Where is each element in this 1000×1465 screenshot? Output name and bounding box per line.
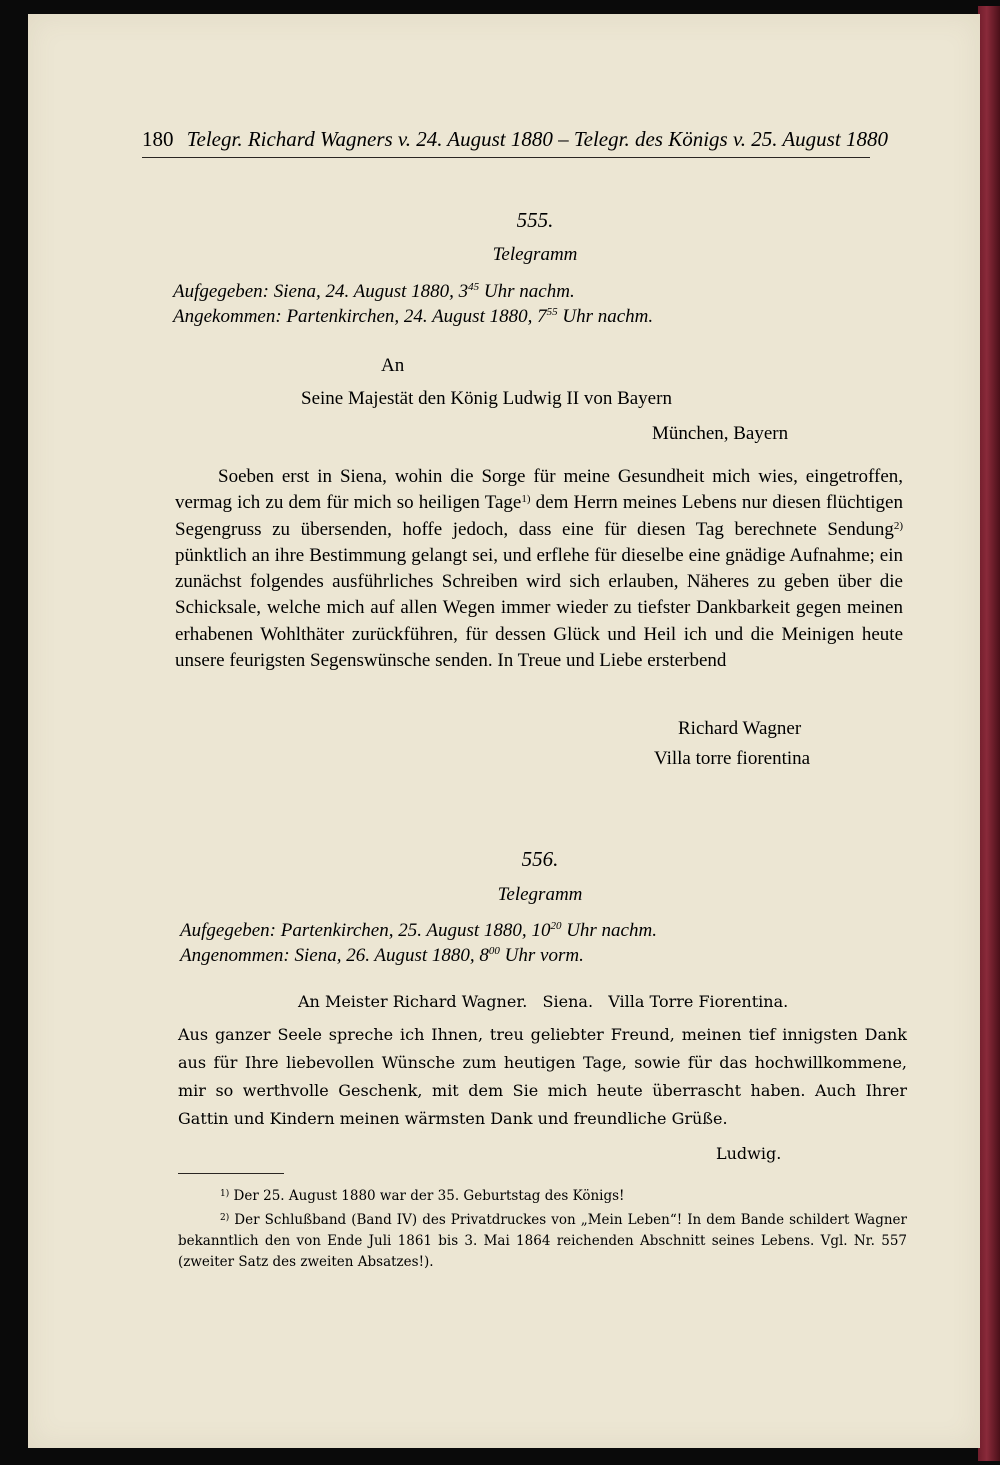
telegram-number-555: 555. bbox=[516, 208, 554, 232]
sent-time: $10^{20}$ bbox=[531, 920, 562, 941]
received-label: Angenommen: bbox=[180, 945, 290, 966]
received-time: $8^{00}$ bbox=[479, 945, 500, 966]
received-text: Siena, 26. August 1880, bbox=[294, 945, 475, 966]
sent-time: $3^{45}$ bbox=[458, 281, 480, 302]
sent-suffix: Uhr nachm. bbox=[483, 281, 575, 302]
received-line-556 bbox=[180, 945, 584, 967]
footnote-2: $^{2)}$ Der Schlußband (Band IV) des Privatdruckes von „Mein Leben“! In dem Bande schildert Wagner bekanntlich den von Ende Juli 1861 bis 3. Mai 1864 reichenden Abschnitt seines Lebens. Vgl. Nr. 557 (zweiter Satz des zweiten Absatzes!). bbox=[178, 1212, 907, 1270]
received-time: $7^{55}$ bbox=[537, 306, 558, 327]
telegram-heading-555: Telegramm bbox=[492, 244, 578, 265]
address-an: An bbox=[381, 355, 405, 376]
sent-text: Siena, 24. August 1880, bbox=[273, 281, 454, 302]
telegram-number-556: 556. bbox=[521, 847, 559, 871]
footnote-1: $^{1)}$ Der 25. August 1880 war der 35. Geburtstag des Königs! bbox=[220, 1188, 625, 1204]
address-recipient: Seine Majestät den König Ludwig II von Bayern bbox=[301, 388, 672, 409]
sent-text: Partenkirchen, 25. August 1880, bbox=[280, 920, 527, 941]
signature-ludwig: Ludwig. bbox=[716, 1144, 782, 1163]
footnote-rule bbox=[178, 1173, 284, 1174]
footnotes bbox=[178, 1186, 907, 1273]
received-text: Partenkirchen, 24. August 1880, bbox=[286, 306, 533, 327]
footnote-ref-1: 1) bbox=[521, 493, 531, 506]
received-suffix: Uhr nachm. bbox=[562, 306, 654, 327]
header-rule bbox=[142, 157, 870, 158]
address-place: München, Bayern bbox=[652, 423, 789, 444]
sent-line-556 bbox=[180, 920, 657, 942]
sent-label: Aufgegeben: bbox=[173, 281, 270, 302]
received-label: Angekommen: bbox=[173, 306, 282, 327]
running-title: Telegr. Richard Wagners v. 24. August 1880 – Telegr. des Königs v. 25. August 1880 bbox=[186, 127, 888, 151]
telegram-body-555: Soeben erst in Siena, wohin die Sorge für meine Gesundheit mich wies, eingetroffen, vermag ich zu dem für mich so heiligen Tage$^{1)}$ dem Herrn meines Lebens nur diesen flüchtigen Segengruss zu übersenden, hoffe jedoch, dass eine für diesen Tag berechnete Sendung$^{2)}$ pünktlich an ihre Bestimmung gelangt sei, und erflehe für dieselbe eine gnädige Aufnahme; ein zunächst folgendes ausführliches Schreiben wird sich erlauben, Näheres zu geben über die Schicksale, welche mich auf allen Wegen immer wieder zu tiefster Dankbarkeit gegen meinen erhabenen Wohlthäter zurückführen, für dessen Glück und Heil ich und die Meinigen heute unsere feurigsten Segenswünsche senden. In Treue und Liebe ersterbend bbox=[175, 466, 903, 672]
sent-line-555 bbox=[173, 281, 575, 303]
signature-wagner: Richard Wagner bbox=[678, 718, 802, 739]
sent-label: Aufgegeben: bbox=[180, 920, 277, 941]
page-number: 180 bbox=[142, 127, 174, 151]
received-suffix: Uhr vorm. bbox=[504, 945, 584, 966]
address-line-556: An Meister Richard Wagner. Siena. Villa Torre Fiorentina. bbox=[298, 992, 789, 1011]
footnote-ref-2: 2) bbox=[893, 519, 903, 532]
telegram-body-556: Aus ganzer Seele spreche ich Ihnen, treu geliebter Freund, meinen tief innigsten Dank aus für Ihre liebevollen Wünsche zum heutigen Tage, sowie für das hochwillkommene, mir so werthvolle Geschenk, mit dem Sie mich heute überrascht haben. Auch Ihrer Gattin und Kindern meinen wärmsten Dank und freundliche Grüße. bbox=[178, 1025, 907, 1128]
telegram-heading-556: Telegramm bbox=[497, 884, 583, 905]
signature-place: Villa torre fiorentina bbox=[654, 748, 811, 769]
running-header bbox=[142, 126, 888, 152]
received-line-555 bbox=[173, 306, 653, 328]
sent-suffix: Uhr nachm. bbox=[566, 920, 657, 941]
